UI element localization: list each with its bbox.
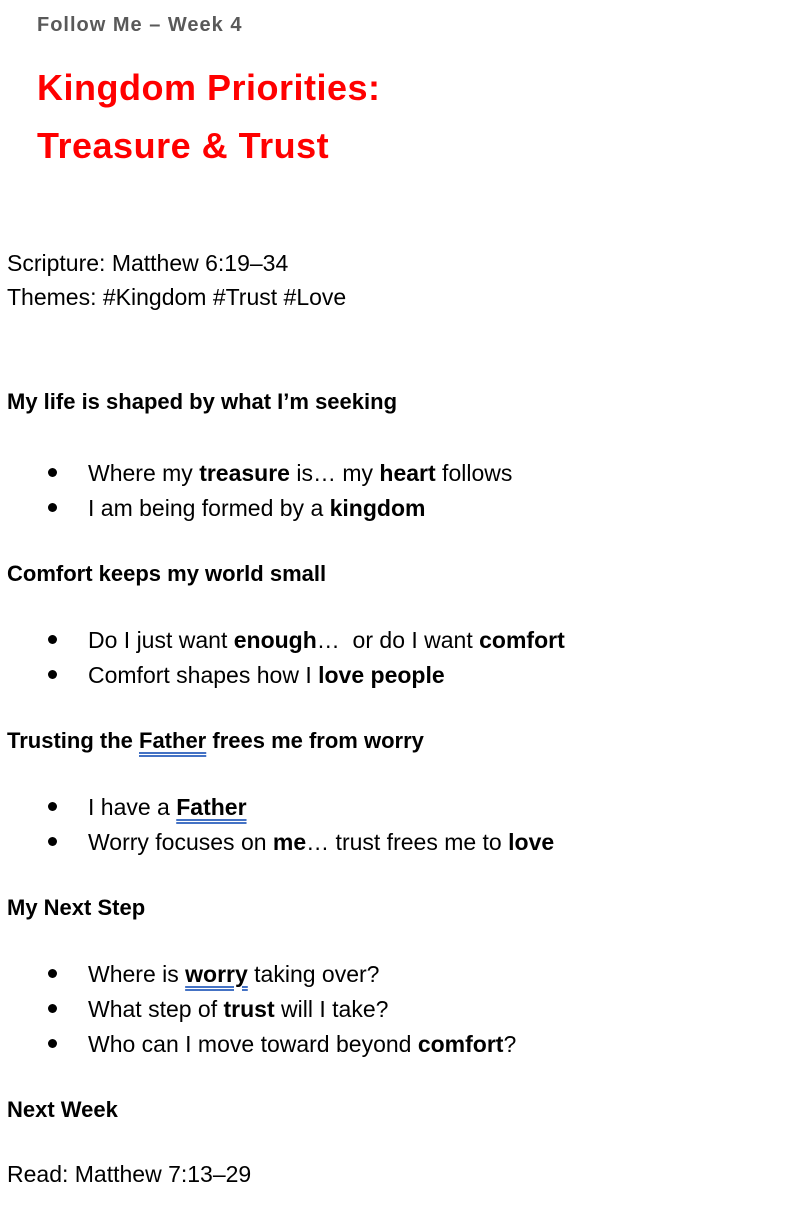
list-item-text: What step of trust will I take?: [88, 996, 389, 1022]
series-label: Follow Me – Week 4: [37, 14, 243, 36]
page-title-line-1: Kingdom Priorities:: [37, 67, 381, 108]
list-item: [0, 792, 790, 822]
list-item-text: Where is worry taking over?: [88, 961, 380, 987]
bullet-icon: [48, 969, 57, 978]
section-heading-seeking: My life is shaped by what I’m seeking: [7, 389, 398, 414]
section-heading-next-week: Next Week: [7, 1097, 118, 1122]
list-item-text: Comfort shapes how I love people: [88, 662, 445, 688]
section-heading-comfort: Comfort keeps my world small: [7, 561, 327, 586]
next-week-reading: Read: Matthew 7:13–29: [7, 1161, 252, 1187]
list-item-text: Do I just want enough… or do I want comfort: [88, 627, 565, 653]
list-item: [0, 959, 790, 989]
list-item: [0, 1029, 790, 1059]
section-heading-trusting-father: Trusting the Father frees me from worry: [7, 728, 424, 753]
list-item: [0, 994, 790, 1024]
bullet-icon: [48, 503, 57, 512]
list-item: [0, 625, 790, 655]
bullet-icon: [48, 1039, 57, 1048]
page-title-line-2: Treasure & Trust: [37, 125, 330, 166]
bullet-icon: [48, 837, 57, 846]
list-item-text: I am being formed by a kingdom: [88, 495, 426, 521]
list-item: [0, 458, 790, 488]
list-item: [0, 660, 790, 690]
list-item: [0, 493, 790, 523]
bullet-icon: [48, 468, 57, 477]
bullet-icon: [48, 1004, 57, 1013]
list-item-text: I have a Father: [88, 794, 247, 820]
bullet-icon: [48, 802, 57, 811]
list-item-text: Worry focuses on me… trust frees me to love: [88, 829, 555, 855]
list-item-text: Where my treasure is… my heart follows: [88, 460, 513, 486]
bullet-icon: [48, 635, 57, 644]
themes-line: Themes: #Kingdom #Trust #Love: [7, 284, 347, 310]
scripture-reference: Scripture: Matthew 6:19–34: [7, 250, 289, 276]
section-heading-next-step: My Next Step: [7, 895, 146, 920]
list-item-text: Who can I move toward beyond comfort?: [88, 1031, 517, 1057]
bullet-icon: [48, 670, 57, 679]
list-item: [0, 827, 790, 857]
